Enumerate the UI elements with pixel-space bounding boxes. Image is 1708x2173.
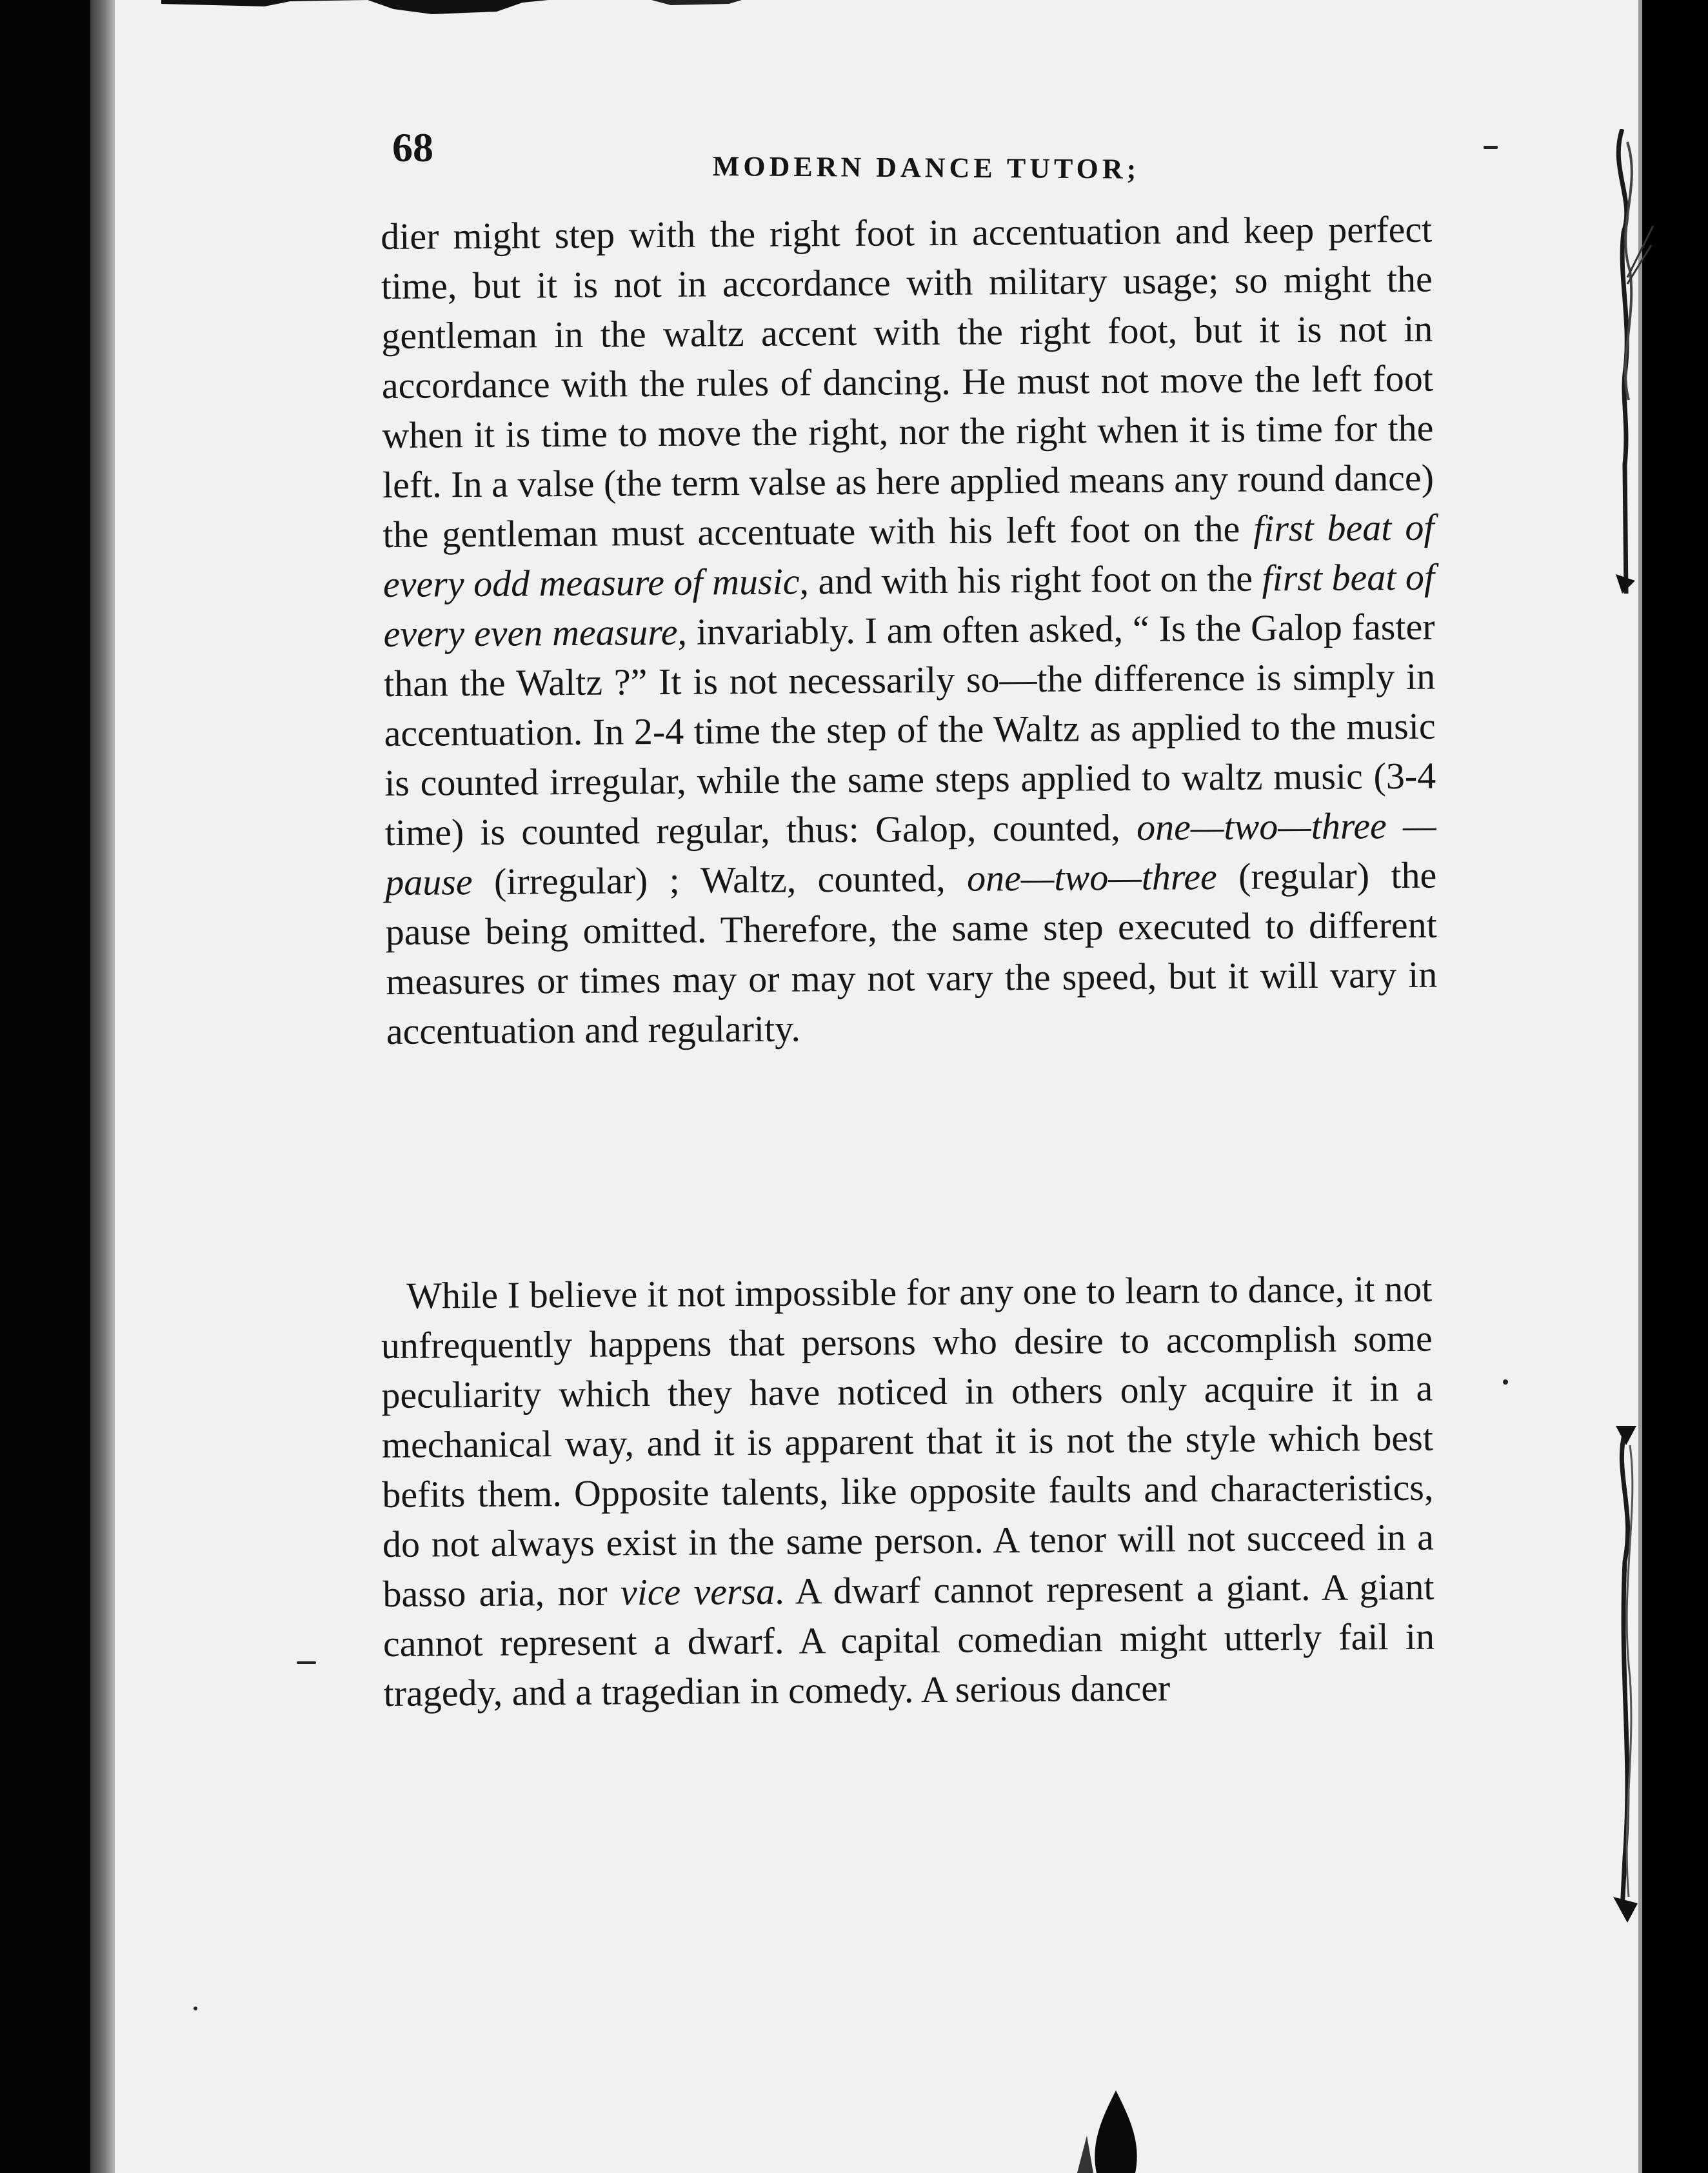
paragraph-text xyxy=(381,1264,1435,1718)
text-run: dier might step with the right foot in accentuation and keep perfect time, but it is not in accordance with military usage; so might the gentleman in the waltz accent with the right foot, but it is not in accordance with the rules of dancing. He must not move the left foot when it is time to move the right, nor the right when it is time for the left. In a valse (the term valse as here applied means any round dance) the gentleman must accentuate with his left foot on the xyxy=(381,208,1435,556)
body-paragraph-1 xyxy=(381,205,1438,1056)
italic-run: vice versa xyxy=(620,1570,775,1614)
text-run: (regular) the pause being omitted. Therefore, the same step executed to different measures or times may or may not vary the speed, but it will vary in accentuation and regularity. xyxy=(385,854,1438,1052)
ink-speck xyxy=(1484,146,1498,149)
running-header: MODERN DANCE TUTOR; xyxy=(712,150,1140,185)
body-paragraph-2 xyxy=(381,1264,1435,1718)
book-edge-strip xyxy=(90,0,115,2173)
text-run: (irregular) ; Waltz, counted, xyxy=(472,857,968,903)
scanner-margin-right xyxy=(1683,0,1708,2173)
ink-speck xyxy=(1503,1379,1508,1385)
paragraph-text xyxy=(381,205,1438,1056)
ink-speck xyxy=(194,2007,197,2010)
italic-run: one—two—three —pause xyxy=(385,804,1436,903)
page-number: 68 xyxy=(392,125,433,170)
text-run: , invariably. I am often asked, “ Is the Galop faster than the Waltz ?” It is not necessarily so—the difference is simply in accentuation. In 2-4 time the step of the Waltz as applied to the music is counted irregular, while the same steps applied to waltz music (3-4 time) is counted regular, thus: Galop, counted, xyxy=(383,605,1436,854)
text-run: . A dwarf cannot represent a giant. A giant cannot represent a dwarf. A capital comedian might utterly fail in tragedy, and a tragedian in comedy. A serious dancer xyxy=(382,1565,1435,1714)
top-scan-artifact xyxy=(161,0,871,18)
italic-run: first beat of every even measure xyxy=(383,556,1435,655)
ink-speck xyxy=(297,1661,316,1664)
bottom-scan-artifact xyxy=(1026,2090,1193,2173)
italic-run: first beat of every odd measure of music xyxy=(382,506,1435,605)
text-run: , and with his right foot on the xyxy=(799,557,1262,603)
italic-run: one—two—three xyxy=(966,855,1218,899)
scanner-margin-left xyxy=(0,0,90,2173)
binding-thread xyxy=(1596,129,1654,1923)
text-run: While I believe it not impossible for any one to learn to dance, it not unfrequently happens that persons who desire to accomplish some peculiarity which they have noticed in others only acquire it in a mechanical way, and it is apparent that it is not the style which best befits them. Opposite talents, like opposite faults and characteristics, do not always exist in the same person. A tenor will not succeed in a basso aria, nor xyxy=(381,1267,1435,1615)
